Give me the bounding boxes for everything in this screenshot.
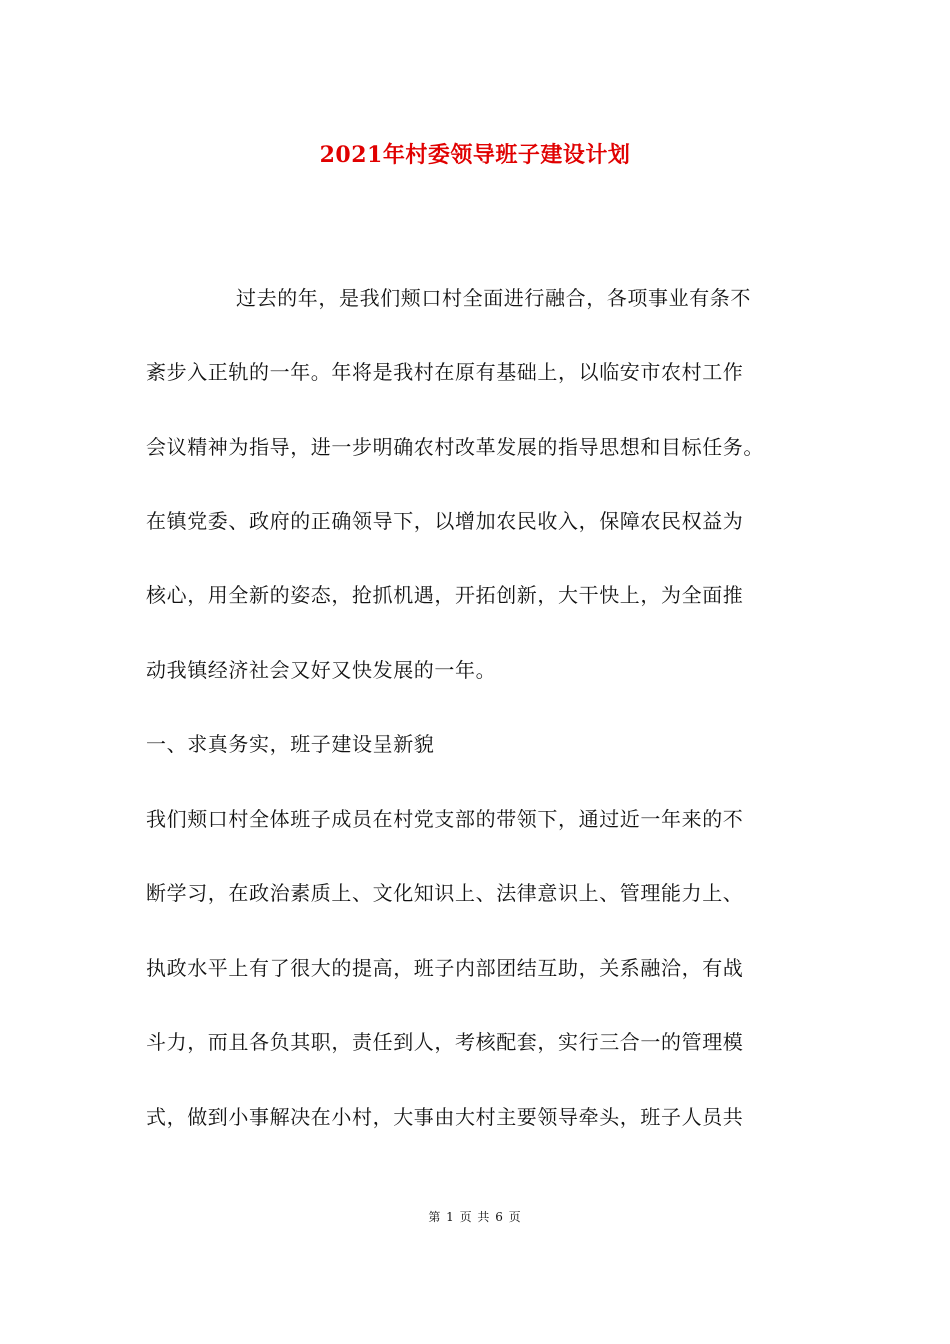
paragraph-line: 动我镇经济社会又好又快发展的一年。	[146, 658, 497, 682]
paragraph-line: 斗力，而且各负其职，责任到人，考核配套，实行三合一的管理模	[146, 1030, 744, 1054]
paragraph-line: 断学习，在政治素质上、文化知识上、法律意识上、管理能力上、	[146, 881, 744, 905]
paragraph-line: 式，做到小事解决在小村，大事由大村主要领导牵头，班子人员共	[146, 1105, 744, 1129]
paragraph-line: 执政水平上有了很大的提高，班子内部团结互助，关系融洽，有战	[146, 956, 744, 980]
paragraph-line: 在镇党委、政府的正确领导下，以增加农民收入，保障农民权益为	[146, 509, 744, 533]
document-title: 2021年村委领导班子建设计划	[319, 142, 631, 168]
paragraph-line: 会议精神为指导，进一步明确农村改革发展的指导思想和目标任务。	[146, 435, 764, 459]
paragraph-line: 紊步入正轨的一年。年将是我村在原有基础上，以临安市农村工作	[146, 360, 744, 384]
section-heading: 一、求真务实，班子建设呈新貌	[146, 732, 435, 756]
paragraph-line: 核心，用全新的姿态，抢抓机遇，开拓创新，大干快上，为全面推	[146, 583, 744, 607]
paragraph-line: 我们颊口村全体班子成员在村党支部的带领下，通过近一年来的不	[146, 807, 744, 831]
paragraph-line: 过去的年，是我们颊口村全面进行融合，各项事业有条不	[236, 286, 751, 310]
page-footer: 第 1 页 共 6 页	[428, 1210, 522, 1224]
